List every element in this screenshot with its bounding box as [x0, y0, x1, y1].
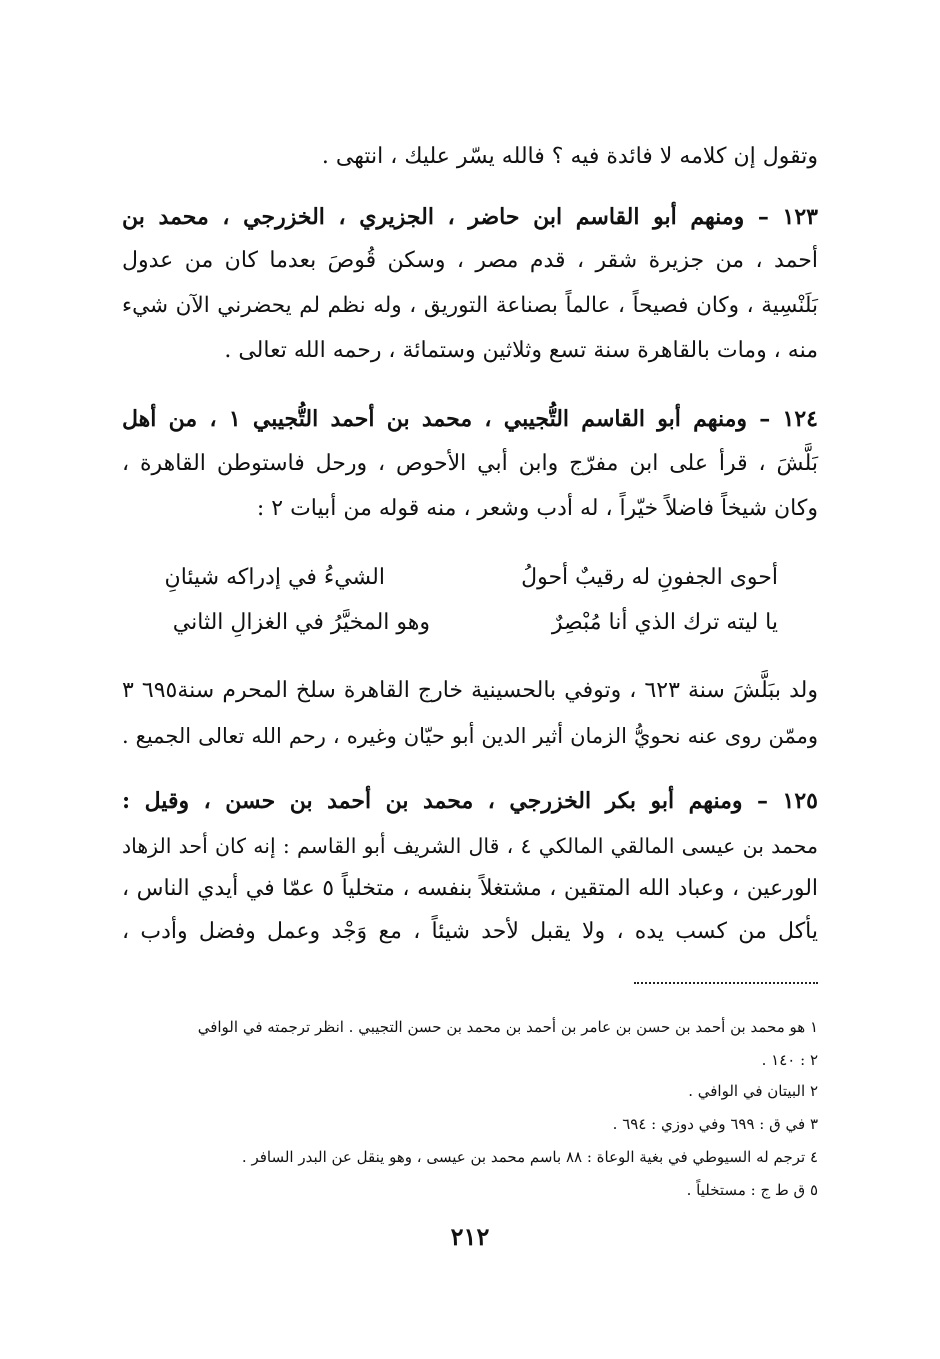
body-line-5: منه ، ومات بالقاهرة سنة تسع وثلاثين وستمائة ، رحمه الله تعالى .	[224, 338, 818, 363]
footnote-2: ٢ البيتان في الوافي .	[688, 1082, 818, 1100]
body-line-9: ولد ببَلَّشَ سنة ٦٢٣ ، وتوفي بالحسينية خارج القاهرة سلخ المحرم سنة٦٩٥ ٣	[122, 678, 818, 703]
entry-125-heading: ١٢٥ – ومنهم أبو بكر الخزرجي ، محمد بن أحمد بن حسن ، وقيل :	[122, 788, 818, 814]
entry-123-heading: ١٢٣ – ومنهم أبو القاسم ابن حاضر ، الجزيري ، الخزرجي ، محمد بن	[122, 204, 818, 230]
body-line-3: أحمد ، من جزيرة شقر ، قدم مصر ، وسكن قُوصَ بعدما كان من عدول	[122, 248, 818, 273]
footnote-1: ١ هو محمد بن أحمد بن حسن بن عامر بن أحمد بن محمد بن حسن التجيبي . انظر ترجمته في الوافي	[197, 1018, 818, 1036]
body-line-4: بَلَنْسِية ، وكان فصيحاً ، عالماً بصناعة التوريق ، وله نظم لم يحضرني الآن شيء	[122, 293, 818, 318]
body-line-8: وكان شيخاً فاضلاً خيّراً ، له أدب وشعر ، منه قوله من أبيات ٢ :	[256, 496, 818, 521]
footnote-5: ٥ ق ط ج : مستخلياً .	[686, 1181, 818, 1199]
footnote-separator	[634, 982, 818, 984]
poem-verse-2-second: وهو المخيَّرُ في الغزالِ الثاني	[172, 610, 430, 635]
body-line-1: وتقول إن كلامه لا فائدة فيه ؟ فالله يسّر عليك ، انتهى .	[321, 144, 818, 169]
body-line-10: وممّن روى عنه نحويُّ الزمان أثير الدين أبو حيّان وغيره ، رحم الله تعالى الجميع .	[122, 724, 818, 748]
poem-verse-2-first: يا ليته ترك الذي أنا مُبْصِرٌ	[551, 610, 778, 635]
page-number: ٢١٢	[450, 1222, 490, 1251]
body-line-13: الورعين ، وعباد الله المتقين ، مشتغلاً بنفسه ، متخلياً ٥ عمّا في أيدي الناس ،	[122, 876, 819, 901]
body-line-12: محمد بن عيسى المالقي المالكي ٤ ، قال الشريف أبو القاسم : إنه كان أحد الزهاد	[122, 834, 818, 858]
poem-verse-1-first: أحوى الجفونِ له رقيبٌ أحولُ	[521, 565, 778, 590]
footnote-4: ٤ ترجم له السيوطي في بغية الوعاة : ٨٨ باسم محمد بن عيسى ، وهو ينقل عن البدر السافر .	[241, 1148, 818, 1166]
footnote-1-continued: ٢ : ١٤٠ .	[761, 1051, 818, 1069]
footnote-3: ٣ في ق : ٦٩٩ وفي دوزي : ٦٩٤ .	[612, 1115, 818, 1133]
entry-124-heading: ١٢٤ – ومنهم أبو القاسم التُّجيبي ، محمد بن أحمد التُّجيبي ١ ، من أهل	[122, 406, 818, 432]
poem-verse-1-second: الشيءُ في إدراكه شيئانِ	[164, 565, 385, 590]
body-line-7: بَلَّشَ ، قرأ على ابن مفرّج وابن أبي الأحوص ، ورحل فاستوطن القاهرة ،	[122, 451, 818, 476]
body-line-14: يأكل من كسب يده ، ولا يقبل لأحد شيئاً ، مع وَجْد وعمل وفضل وأدب ،	[122, 919, 818, 944]
